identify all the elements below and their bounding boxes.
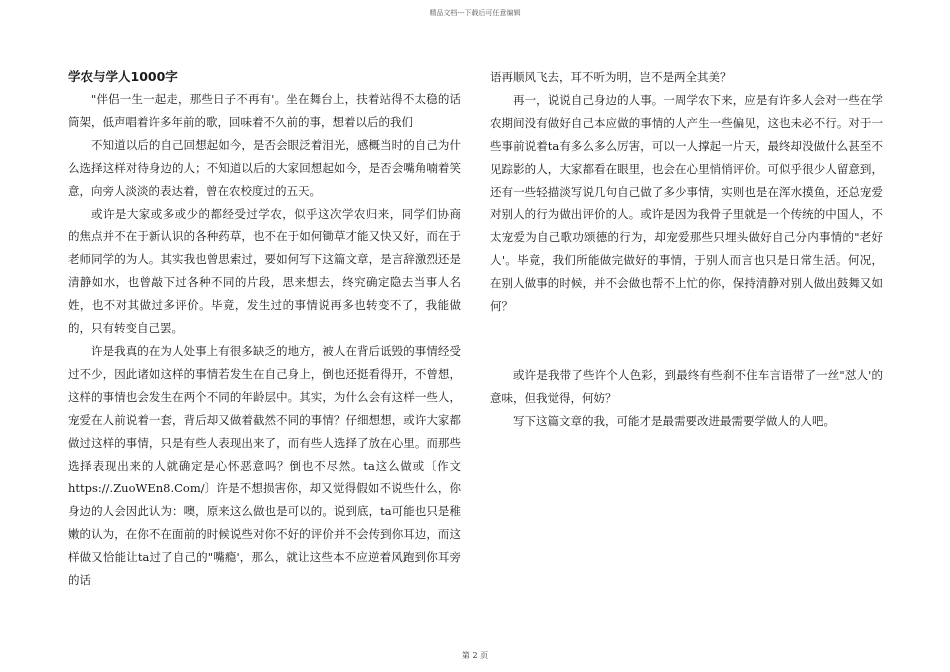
paragraph: 不知道以后的自己回想起如今，是否会眼泛着泪光，感概当时的自己为什么选择这样对待身边的人；不知道以后的大家回想起如今，是否会嘴角喃着笑意，向旁人淡淡的表达着，曾在农校度过的五天。 <box>68 137 461 198</box>
right-column <box>490 66 883 433</box>
paragraph-spacer <box>490 318 883 341</box>
paragraph: 再一，说说自己身边的人事。一周学农下来，应是有许多人会对一些在学农期间没有做好自己本应做的事情的人产生一些偏见，这也未必不行。对于一些事前说着ta有多么多么厉害，可以一人撑起一片天，最终却没做什么甚至不见踪影的人，大家都看在眼里，也会在心里悄悄评价。可似乎很少人留意到，还有一些轻描淡写说几句自己做了多少事情，实则也是在浑水摸鱼，还总宠爱对别人的行为做出评价的人。或许是因为我骨子里就是一个传统的中国人，不太宠爱为自己歌功颂德的行为，却宠爱那些只埋头做好自己分内事情的"老好人'。毕竟，我们所能做完做好的事情，于别人而言也只是日常生活。何况，在别人做事的时候，并不会做也帮不上忙的你，保持清静对别人做出鼓舞又如何？ <box>490 92 883 314</box>
page-header: 精品文档---下载后可任意编辑 <box>429 9 521 17</box>
page-number: 第 2 页 <box>461 651 489 660</box>
paragraph: 或许是大家或多或少的都经受过学农，似乎这次学农归来，同学们协商 的焦点并不在于新认识的各种药草，也不在于如何锄草才能又快又好，而在于老师同学的为人。其实我也曾思索过，要如何写下这篇文章，是言辞激烈还是清静如水，也曾敲下过各种不同的片段，思来想去，终究确定隐去当事人名姓，也不对其做过多评价。毕竟，发生过的事情说再多也转变不了，我能做的，只有转变自己罢。 <box>68 206 461 336</box>
paragraph-spacer <box>490 341 883 364</box>
article-title: 学农与学人1000字 <box>68 69 178 84</box>
left-column <box>68 66 461 592</box>
paragraph-continuation: 语再顺风飞去，耳不听为明，岂不是两全其美？ <box>490 70 732 84</box>
paragraph: "伴侣一生一起走，那些日子不再有'。坐在舞台上，扶着站得不太稳的话筒架，低声唱着许多年前的歌，回味着不久前的事，想着以后的我们 <box>68 92 461 129</box>
paragraph: 写下这篇文章的我，可能才是最需要改进最需要学做人的人吧。 <box>513 413 835 428</box>
paragraph: 许是我真的在为人处事上有很多缺乏的地方，被人在背后诋毁的事情经受过不少，因此诸如这样的事情若发生在自己身上，倒也还挺看得开，不曾想，这样的事情也会发生在两个不同的年龄层中。其实，为什么会有这样一些人，宠爱在人前说着一套，背后却又做着截然不同的事情？仔细想想，或许大家都做过这样的事情，只是有些人表现出来了，而有些人选择了放在心里。而那些选择表现出来的人就确定是心怀恶意吗？倒也不尽然。ta这么做或〔作文https://.ZuoWEn8.Com/〕许是不想损害你，却又觉得假如不说些什么，你身边的人会因此认为：噢，原来这么做也是可以的。说到底，ta可能也只是稚嫩的认为，在你不在面前的时候说些对你不好的评价并不会传到你耳边，而这样做又恰能让ta过了自己的"嘴瘾'，那么，就让这些本不应逆着风跑到你耳旁的话 <box>68 343 461 588</box>
paragraph: 或许是我带了些许个人色彩，到最终有些刹不住车言语带了一丝"怼人'的意味，但我觉得，何妨？ <box>490 367 883 405</box>
